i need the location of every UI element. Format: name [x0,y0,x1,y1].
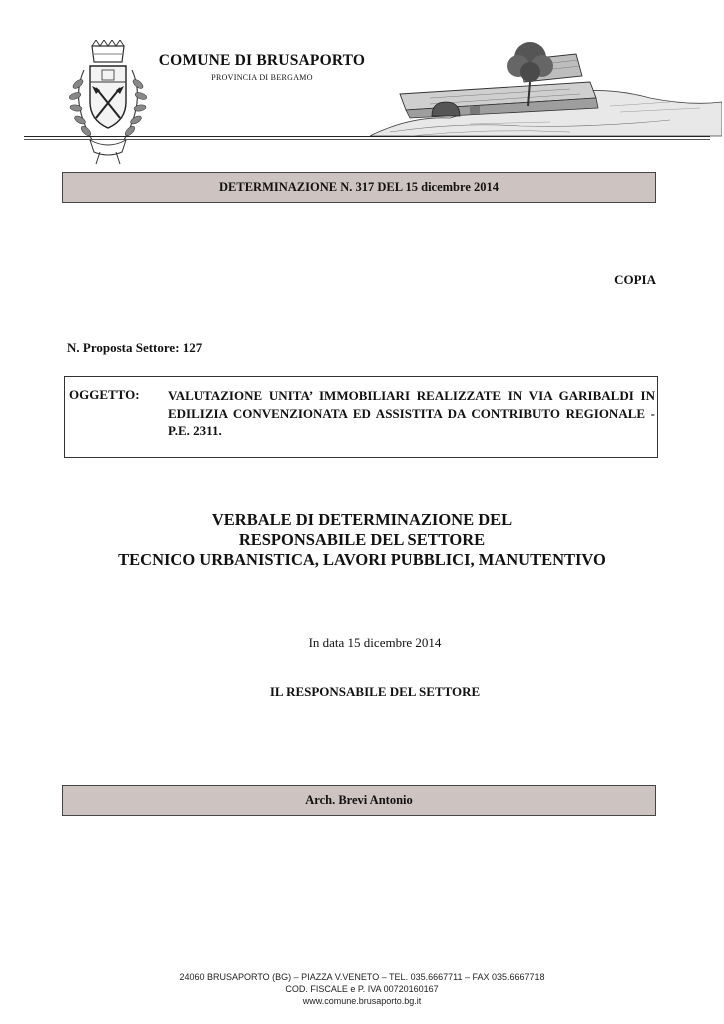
signatory-banner [62,785,656,816]
municipal-crest-icon [62,40,154,166]
copia-label: COPIA [614,272,656,287]
verbale-title-line-1: VERBALE DI DETERMINAZIONE DEL [211,510,513,529]
footer-address: 24060 BRUSAPORTO (BG) – PIAZZA V.VENETO – TEL. 035.6667711 – FAX 035.6667718 [179,972,545,982]
municipality-name: COMUNE DI BRUSAPORTO [158,52,366,69]
proposta-number: N. Proposta Settore: 127 [67,340,203,355]
oggetto-label: OGGETTO: [69,387,140,402]
hillside-castle-illustration [370,36,722,142]
determinazione-banner [62,172,656,203]
responsabile-heading: IL RESPONSABILE DEL SETTORE [269,684,481,699]
oggetto-text: VALUTAZIONE UNITA’ IMMOBILIARI REALIZZATE IN VIA GARIBALDI IN EDILIZIA CONVENZIONATA ED ASSISTITA DA CONTRIBUTO REGIONALE - P.E. 2311. [168,388,655,438]
verbale-title-line-2: RESPONSABILE DEL SETTORE [238,530,486,549]
determinazione-title: DETERMINAZIONE N. 317 DEL 15 dicembre 2014 [219,180,499,194]
date-line: In data 15 dicembre 2014 [308,635,442,650]
footer-website: www.comune.brusaporto.bg.it [302,996,422,1006]
signatory-name: Arch. Brevi Antonio [305,793,413,807]
header-rule-secondary [24,139,710,140]
footer-tax-code: COD. FISCALE e P. IVA 00720160167 [285,984,439,994]
verbale-title-line-3: TECNICO URBANISTICA, LAVORI PUBBLICI, MANUTENTIVO [118,550,606,569]
header-rule [24,136,710,137]
province-name: PROVINCIA DI BERGAMO [211,73,313,82]
oggetto-box [64,376,658,458]
